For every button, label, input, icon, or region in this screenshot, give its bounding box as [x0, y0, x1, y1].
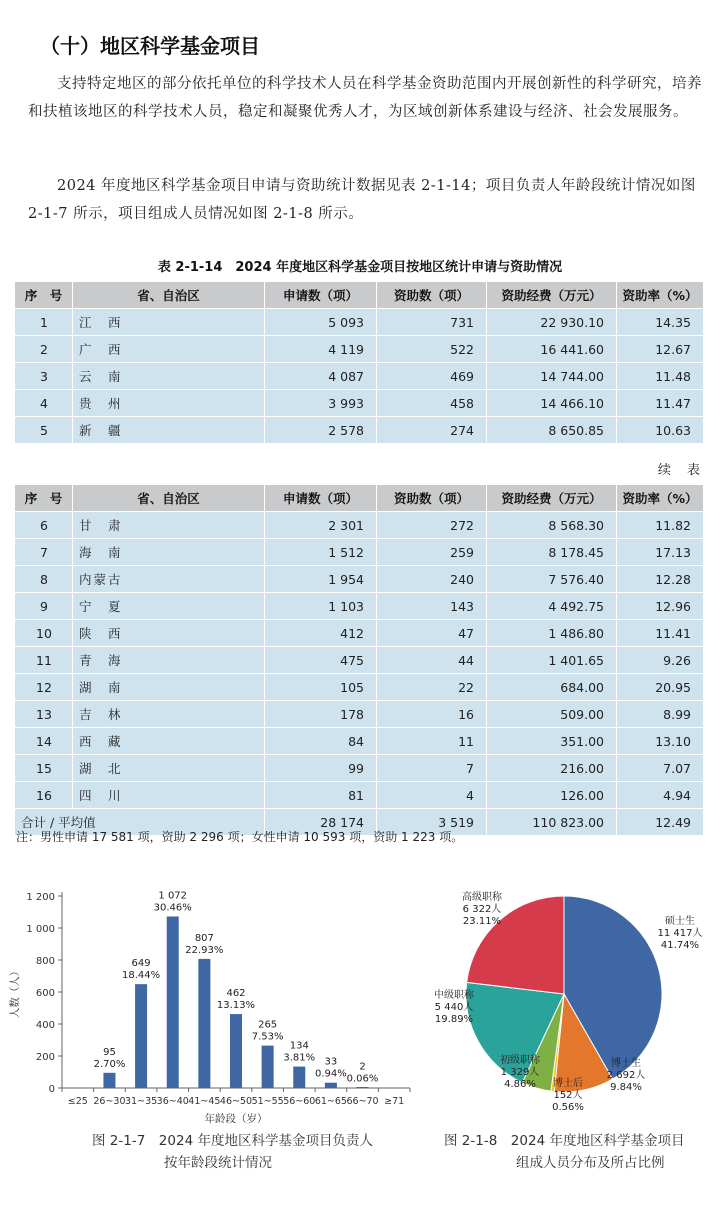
row-funding: 126.00	[487, 782, 617, 809]
table-row	[15, 417, 704, 444]
table-row	[15, 701, 704, 728]
bar-51~55	[262, 1046, 274, 1088]
table-row	[15, 512, 704, 539]
col-header-applications: 申请数（项）	[265, 282, 377, 309]
row-rate: 11.48	[617, 363, 704, 390]
row-funding: 509.00	[487, 701, 617, 728]
table-row	[15, 309, 704, 336]
row-rate: 12.28	[617, 566, 704, 593]
row-province: 江 西	[73, 309, 265, 336]
row-applications: 105	[265, 674, 377, 701]
bar-percent-label: 3.81%	[283, 1052, 316, 1064]
row-applications: 178	[265, 701, 377, 728]
row-index: 10	[15, 620, 73, 647]
row-funding: 1 486.80	[487, 620, 617, 647]
table-header-row	[15, 485, 704, 512]
row-funding: 14 466.10	[487, 390, 617, 417]
bar-value-label: 33	[324, 1056, 338, 1068]
x-tick-label: 26~30	[93, 1096, 126, 1107]
x-tick-label: 46~50	[219, 1096, 253, 1107]
row-province: 宁 夏	[73, 593, 265, 620]
row-funded: 272	[377, 512, 487, 539]
row-rate: 14.35	[617, 309, 704, 336]
col-header-applications: 申请数（项）	[265, 485, 377, 512]
row-rate: 10.63	[617, 417, 704, 444]
bar-46~50	[230, 1014, 242, 1088]
pie-label-percent: 23.11%	[462, 916, 502, 927]
figure-2-1-7-caption	[92, 1130, 392, 1174]
pie-label-percent: 19.89%	[434, 1014, 474, 1025]
table-row	[15, 593, 704, 620]
row-index: 11	[15, 647, 73, 674]
row-province: 海 南	[73, 539, 265, 566]
row-rate: 11.47	[617, 390, 704, 417]
row-applications: 4 087	[265, 363, 377, 390]
section-title: （十）地区科学基金项目	[40, 34, 260, 58]
table-header-row	[15, 282, 704, 309]
row-province: 贵 州	[73, 390, 265, 417]
table-row	[15, 647, 704, 674]
row-index: 15	[15, 755, 73, 782]
bar-percent-label: 30.46%	[153, 902, 192, 914]
age-bar-chart	[0, 880, 420, 1130]
bar-value-label: 95	[103, 1046, 116, 1058]
row-index: 6	[15, 512, 73, 539]
row-province: 甘 肃	[73, 512, 265, 539]
x-tick-label: 31~35	[125, 1096, 158, 1107]
bar-value-label: 807	[194, 932, 214, 944]
row-funding: 8 178.45	[487, 539, 617, 566]
row-province: 广 西	[73, 336, 265, 363]
bar-value-label: 462	[226, 988, 246, 1000]
row-funded: 7	[377, 755, 487, 782]
row-index: 1	[15, 309, 73, 336]
row-applications: 1 512	[265, 539, 377, 566]
row-funded: 4	[377, 782, 487, 809]
col-header-funded: 资助数（项）	[377, 485, 487, 512]
row-funding: 16 441.60	[487, 336, 617, 363]
pie-label-name: 硕士生	[665, 916, 695, 927]
x-tick-label: 36~40	[156, 1096, 189, 1107]
table-row	[15, 566, 704, 593]
x-tick-label: ≥71	[384, 1096, 405, 1107]
bar-percent-label: 13.13%	[216, 1000, 256, 1012]
row-index: 2	[15, 336, 73, 363]
row-funding: 7 576.40	[487, 566, 617, 593]
pie-label-count: 11 417人	[657, 928, 703, 939]
row-funding: 351.00	[487, 728, 617, 755]
intro-paragraph: 支持特定地区的部分依托单位的科学技术人员在科学基金资助范围内开展创新性的科学研究，培养和扶植该地区的科学技术人员，稳定和凝聚优秀人才，为区域创新体系建设与经济、社会发展服务。	[28, 76, 702, 120]
row-applications: 2 301	[265, 512, 377, 539]
row-applications: 5 093	[265, 309, 377, 336]
row-rate: 8.99	[617, 701, 704, 728]
pie-label-name: 博士后	[553, 1078, 583, 1089]
table-row	[15, 363, 704, 390]
table-row	[15, 620, 704, 647]
y-tick-label: 600	[35, 988, 55, 999]
stats-paragraph: 2024 年度地区科学基金项目申请与资助统计数据见表 2-1-14；项目负责人年龄段统计情况如图 2-1-7 所示，项目组成人员情况如图 2-1-8 所示。	[28, 178, 696, 222]
pie-label-name: 初级职称	[500, 1055, 540, 1066]
total-applications: 28 174	[265, 809, 377, 836]
row-index: 3	[15, 363, 73, 390]
pie-label-percent: 0.56%	[552, 1102, 584, 1113]
col-header-index: 序 号	[15, 282, 73, 309]
y-tick-label: 200	[35, 1052, 55, 1063]
y-tick-label: 1 200	[26, 892, 55, 903]
pie-label-count: 6 322人	[462, 904, 502, 915]
x-axis-title: 年龄段（岁）	[204, 1113, 268, 1125]
table-row	[15, 336, 704, 363]
row-applications: 1 103	[265, 593, 377, 620]
fig2-caption-line2: 组成人员分布及所占比例	[516, 1155, 665, 1171]
row-province: 湖 北	[73, 755, 265, 782]
row-rate: 11.82	[617, 512, 704, 539]
bar-percent-label: 0.94%	[315, 1068, 347, 1080]
table-caption: 表 2-1-14 2024 年度地区科学基金项目按地区统计申请与资助情况	[157, 260, 563, 275]
x-tick-label: 61~65	[314, 1096, 347, 1107]
pie-label-count: 2 692人	[606, 1070, 646, 1081]
bar-percent-label: 0.06%	[346, 1073, 379, 1085]
table-row	[15, 782, 704, 809]
x-tick-label: 41~45	[188, 1096, 221, 1107]
y-tick-label: 400	[35, 1020, 55, 1031]
row-province: 新 疆	[73, 417, 265, 444]
row-index: 12	[15, 674, 73, 701]
y-tick-label: 0	[48, 1084, 55, 1095]
pie-label-count: 1 329人	[500, 1067, 540, 1078]
pie-label-name: 高级职称	[462, 892, 502, 903]
row-applications: 81	[265, 782, 377, 809]
bar-value-label: 2	[359, 1061, 366, 1073]
bar-percent-label: 18.44%	[122, 970, 161, 982]
bar-value-label: 1 072	[158, 890, 188, 902]
col-header-province: 省、自治区	[73, 485, 265, 512]
row-province: 内蒙古	[73, 566, 265, 593]
row-index: 13	[15, 701, 73, 728]
bar-61~65	[325, 1083, 337, 1088]
row-rate: 17.13	[617, 539, 704, 566]
row-province: 青 海	[73, 647, 265, 674]
pie-label-percent: 4.86%	[504, 1079, 536, 1090]
bar-66~70	[357, 1087, 369, 1088]
row-rate: 11.41	[617, 620, 704, 647]
pie-label-percent: 41.74%	[660, 940, 700, 951]
bar-36~40	[167, 916, 179, 1088]
col-header-rate: 资助率（%）	[617, 282, 704, 309]
row-rate: 9.26	[617, 647, 704, 674]
row-funded: 469	[377, 363, 487, 390]
x-tick-label: 56~60	[283, 1096, 316, 1107]
x-tick-label: 66~70	[346, 1096, 379, 1107]
row-rate: 7.07	[617, 755, 704, 782]
row-province: 吉 林	[73, 701, 265, 728]
row-applications: 84	[265, 728, 377, 755]
row-funding: 684.00	[487, 674, 617, 701]
row-funding: 14 744.00	[487, 363, 617, 390]
row-rate: 13.10	[617, 728, 704, 755]
col-header-province: 省、自治区	[73, 282, 265, 309]
row-applications: 412	[265, 620, 377, 647]
pie-label-count: 152人	[553, 1090, 583, 1101]
continued-label: 续 表	[657, 463, 706, 478]
bar-percent-label: 2.70%	[93, 1058, 126, 1070]
bar-value-label: 649	[131, 958, 151, 970]
row-funded: 731	[377, 309, 487, 336]
pie-label-name: 博士生	[611, 1058, 641, 1069]
row-funded: 22	[377, 674, 487, 701]
fig1-caption-line2: 按年龄段统计情况	[164, 1155, 272, 1171]
bar-41~45	[198, 959, 210, 1088]
row-applications: 99	[265, 755, 377, 782]
row-funding: 216.00	[487, 755, 617, 782]
row-applications: 2 578	[265, 417, 377, 444]
row-funded: 16	[377, 701, 487, 728]
bar-value-label: 134	[289, 1040, 309, 1052]
row-funding: 8 650.85	[487, 417, 617, 444]
x-tick-label: 51~55	[251, 1096, 284, 1107]
row-funded: 11	[377, 728, 487, 755]
row-rate: 12.67	[617, 336, 704, 363]
row-index: 16	[15, 782, 73, 809]
row-funded: 522	[377, 336, 487, 363]
y-tick-label: 1 000	[26, 924, 55, 935]
row-applications: 1 954	[265, 566, 377, 593]
row-index: 7	[15, 539, 73, 566]
row-funded: 259	[377, 539, 487, 566]
row-applications: 475	[265, 647, 377, 674]
fig2-caption-line1: 图 2-1-8 2024 年度地区科学基金项目	[444, 1133, 685, 1149]
row-index: 4	[15, 390, 73, 417]
row-applications: 3 993	[265, 390, 377, 417]
bar-percent-label: 22.93%	[185, 944, 224, 956]
y-tick-label: 800	[35, 956, 55, 967]
x-tick-label: ≤25	[67, 1096, 88, 1107]
row-funded: 143	[377, 593, 487, 620]
table-note: 注：男性申请 17 581 项，资助 2 296 项；女性申请 10 593 项，资助 1 223 项。	[16, 830, 464, 844]
pie-label-percent: 9.84%	[610, 1082, 642, 1093]
bar-value-label: 265	[258, 1019, 278, 1031]
bar-31~35	[135, 984, 147, 1088]
fig1-caption-line1: 图 2-1-7 2024 年度地区科学基金项目负责人	[92, 1133, 373, 1149]
row-province: 四 川	[73, 782, 265, 809]
row-funding: 22 930.10	[487, 309, 617, 336]
row-rate: 4.94	[617, 782, 704, 809]
table-row	[15, 674, 704, 701]
row-funding: 8 568.30	[487, 512, 617, 539]
table-row	[15, 755, 704, 782]
col-header-funded: 资助数（项）	[377, 282, 487, 309]
row-index: 5	[15, 417, 73, 444]
bar-26~30	[103, 1073, 115, 1088]
table-row	[15, 390, 704, 417]
row-index: 9	[15, 593, 73, 620]
row-index: 8	[15, 566, 73, 593]
row-funded: 47	[377, 620, 487, 647]
row-funding: 1 401.65	[487, 647, 617, 674]
total-funding: 110 823.00	[487, 809, 617, 836]
col-header-rate: 资助率（%）	[617, 485, 704, 512]
row-funding: 4 492.75	[487, 593, 617, 620]
bar-percent-label: 7.53%	[251, 1031, 284, 1043]
total-rate: 12.49	[617, 809, 704, 836]
col-header-index: 序 号	[15, 485, 73, 512]
row-index: 14	[15, 728, 73, 755]
figure-2-1-8-caption	[444, 1130, 714, 1174]
total-label: 合计 / 平均值	[15, 809, 265, 836]
row-funded: 44	[377, 647, 487, 674]
region-table-part1	[14, 281, 704, 444]
col-header-funding: 资助经费（万元）	[487, 485, 617, 512]
row-rate: 20.95	[617, 674, 704, 701]
table-row	[15, 539, 704, 566]
col-header-funding: 资助经费（万元）	[487, 282, 617, 309]
total-funded: 3 519	[377, 809, 487, 836]
y-axis-title: 人数（人）	[9, 965, 21, 1019]
row-province: 云 南	[73, 363, 265, 390]
pie-label-count: 5 440人	[434, 1002, 474, 1013]
row-province: 西 藏	[73, 728, 265, 755]
table-row	[15, 728, 704, 755]
row-applications: 4 119	[265, 336, 377, 363]
row-funded: 274	[377, 417, 487, 444]
pie-label-name: 中级职称	[434, 990, 474, 1001]
row-funded: 458	[377, 390, 487, 417]
row-funded: 240	[377, 566, 487, 593]
bar-56~60	[293, 1067, 305, 1088]
personnel-pie-chart	[420, 880, 720, 1130]
region-table-part2	[14, 484, 704, 836]
row-rate: 12.96	[617, 593, 704, 620]
row-province: 陕 西	[73, 620, 265, 647]
row-province: 湖 南	[73, 674, 265, 701]
